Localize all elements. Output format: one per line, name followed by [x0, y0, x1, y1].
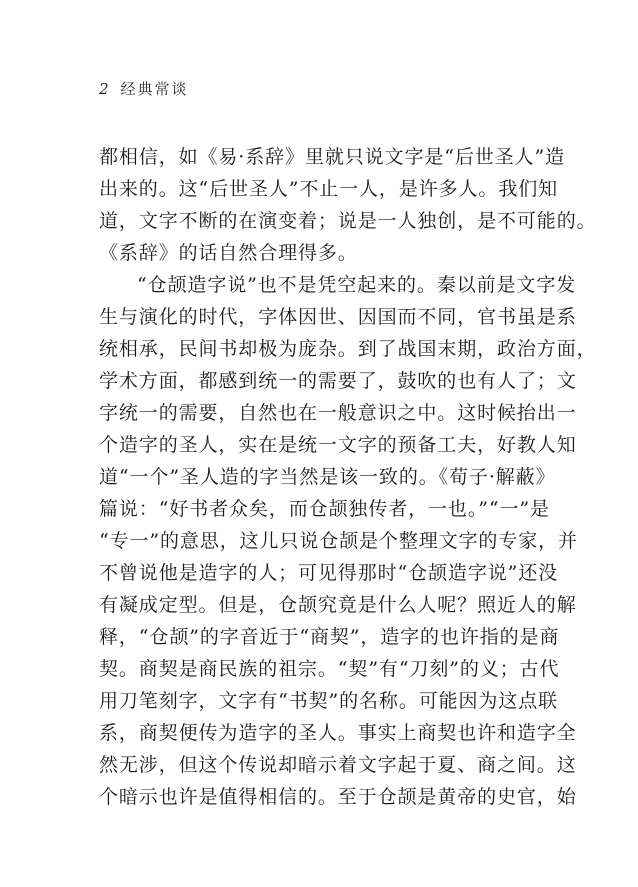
- text-line: 出来的。这“后世圣人”不止一人，是许多人。我们知: [99, 178, 559, 200]
- text-line: 《系辞》的话自然合理得多。: [99, 242, 358, 264]
- text-line: 统相承，民间书却极为庞杂。到了战国末期，政治方面，: [99, 338, 597, 360]
- text-line: 系，商契便传为造字的圣人。事实上商契也许和造字全: [99, 722, 577, 744]
- body-text: [99, 141, 597, 813]
- text-line: 篇说：“好书者众矣，而仓颉独传者，一也。”“一”是: [99, 498, 550, 520]
- paragraph-first-line: “仓颉造字说”也不是凭空起来的。秦以前是文字发: [137, 274, 577, 296]
- text-line: 都相信，如《易·系辞》里就只说文字是“后世圣人”造: [99, 146, 565, 168]
- text-line: 字统一的需要，自然也在一般意识之中。这时候抬出一: [99, 402, 577, 424]
- text-line: 个造字的圣人，实在是统一文字的预备工夫，好教人知: [99, 434, 577, 456]
- text-line: “专一”的意思，这儿只说仓颉是个整理文字的专家，并: [99, 530, 578, 552]
- book-title: 经典常谈: [120, 80, 189, 98]
- text-line: 不曾说他是造字的人；可见得那时“仓颉造字说”还没: [99, 562, 559, 584]
- page-number: 2: [99, 80, 109, 98]
- running-head: [99, 79, 189, 99]
- text-line: 契。商契是商民族的祖宗。“契”有“刀刻”的义；古代: [99, 658, 560, 680]
- text-line: 道“一个”圣人造的字当然是该一致的。《荀子·解蔽》: [99, 466, 556, 488]
- text-line: 然无涉，但这个传说却暗示着文字起于夏、商之间。这: [99, 754, 577, 776]
- text-line: 释，“仓颉”的字音近于“商契”，造字的也许指的是商: [99, 626, 560, 648]
- text-line: 个暗示也许是值得相信的。至于仓颉是黄帝的史官，始: [99, 786, 577, 808]
- text-line: 用刀笔刻字，文字有“书契”的名称。可能因为这点联: [99, 690, 559, 712]
- text-line: 有凝成定型。但是，仓颉究竟是什么人呢？照近人的解: [99, 594, 577, 616]
- text-line: 道，文字不断的在演变着；说是一人独创，是不可能的。: [99, 210, 597, 232]
- text-line: 生与演化的时代，字体因世、因国而不同，官书虽是系: [99, 306, 577, 328]
- text-line: 学术方面，都感到统一的需要了，鼓吹的也有人了；文: [99, 370, 577, 392]
